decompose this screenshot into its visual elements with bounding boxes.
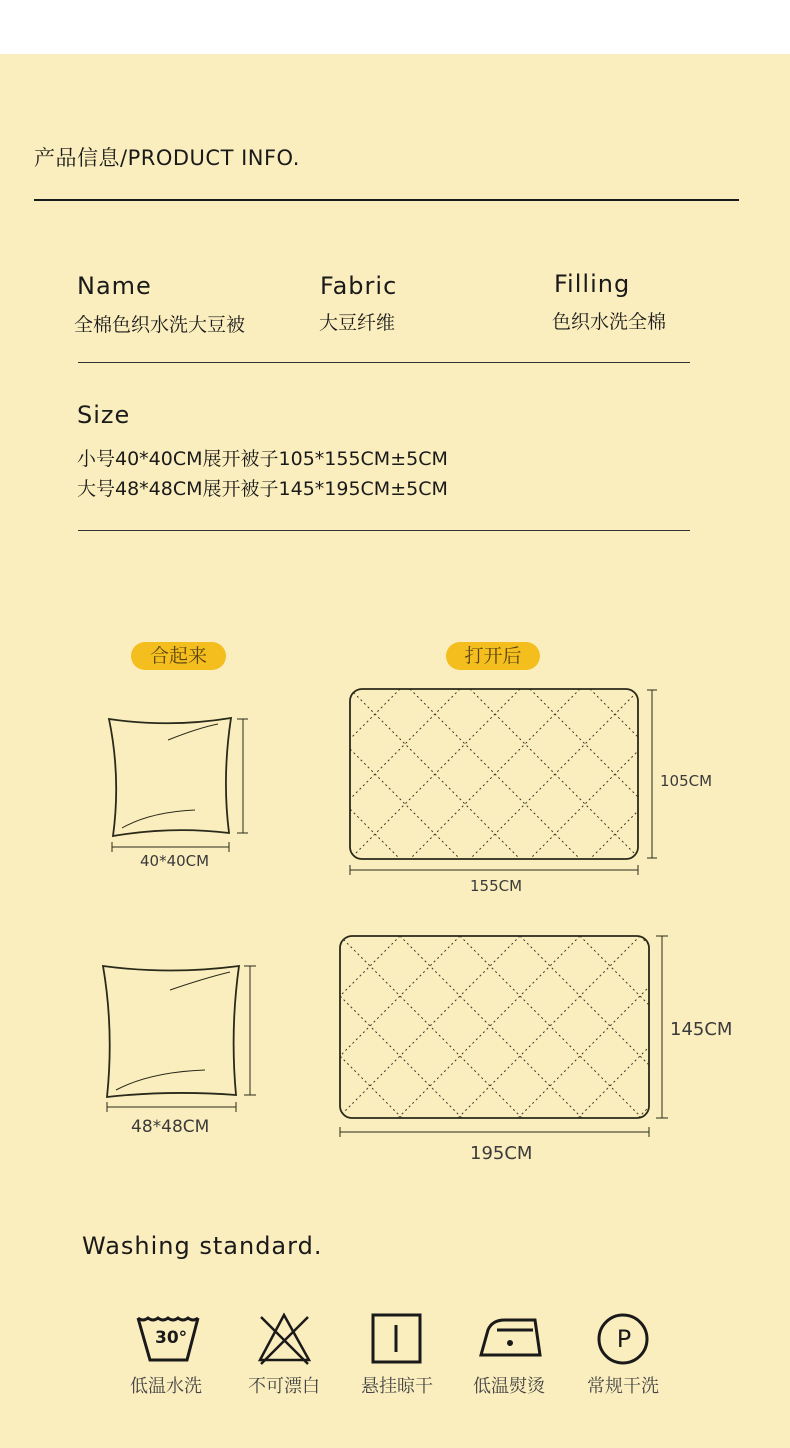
care-label-iron: 低温熨烫 xyxy=(473,1376,545,1397)
unfolded-pill: 打开后 xyxy=(446,642,540,670)
section-title: 产品信息/PRODUCT INFO. xyxy=(34,146,300,170)
care-label-wash: 低温水洗 xyxy=(130,1376,202,1397)
fabric-value: 大豆纤维 xyxy=(319,312,396,334)
large-pillow-size: 48*48CM xyxy=(131,1117,210,1137)
filling-value: 色织水洗全棉 xyxy=(552,311,667,333)
small-quilt-width: 155CM xyxy=(470,877,523,895)
fabric-label: Fabric xyxy=(320,272,398,300)
name-label: Name xyxy=(77,272,152,300)
large-quilt-height: 145CM xyxy=(670,1019,733,1040)
care-label-bleach: 不可漂白 xyxy=(248,1376,320,1397)
care-label-dry: 悬挂晾干 xyxy=(361,1376,433,1397)
size-large: 大号48*48CM展开被子145*195CM±5CM xyxy=(77,478,448,500)
dry-clean-letter: P xyxy=(616,1325,632,1353)
small-pillow-size: 40*40CM xyxy=(140,852,210,870)
wash-temp: 30° xyxy=(155,1328,188,1348)
care-label-dryclean: 常规干洗 xyxy=(587,1376,659,1397)
folded-pill: 合起来 xyxy=(131,642,226,670)
large-quilt-width: 195CM xyxy=(470,1143,533,1164)
washing-title: Washing standard. xyxy=(82,1232,323,1260)
size-small: 小号40*40CM展开被子105*155CM±5CM xyxy=(77,448,448,470)
filling-label: Filling xyxy=(554,270,631,298)
name-value: 全棉色织水洗大豆被 xyxy=(74,314,246,336)
size-label: Size xyxy=(77,401,131,429)
small-quilt-height: 105CM xyxy=(660,772,713,790)
